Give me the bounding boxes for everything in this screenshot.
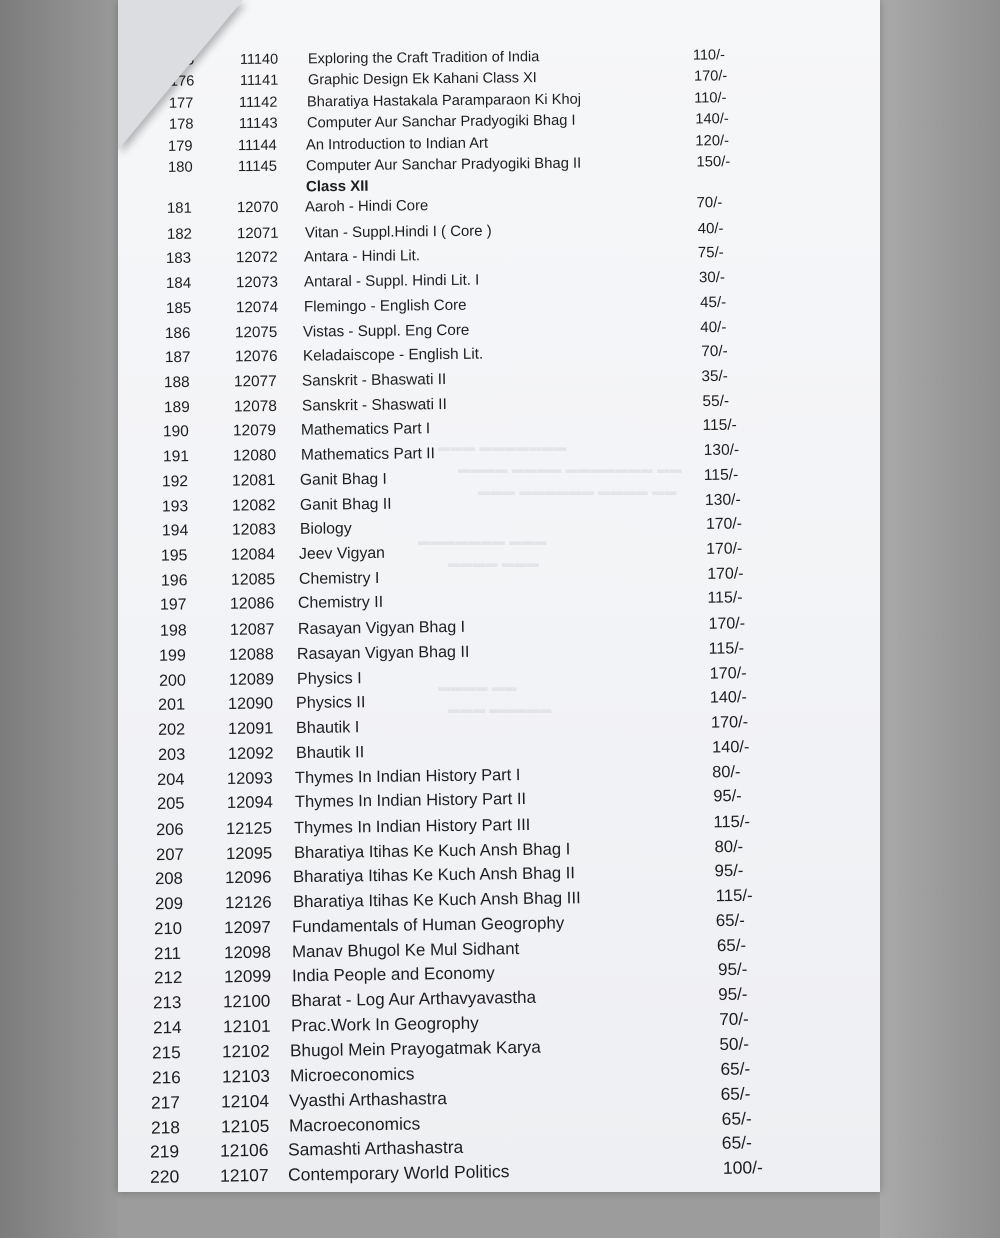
serial-number: 198	[159, 621, 187, 640]
book-code: 12090	[228, 694, 274, 714]
book-price: 80/-	[714, 836, 744, 856]
book-code: 12091	[227, 719, 274, 739]
book-code: 12079	[233, 422, 277, 440]
serial-number: 192	[162, 473, 189, 491]
serial-number: 195	[160, 547, 188, 565]
serial-number: 182	[166, 225, 192, 243]
book-price: 30/-	[698, 269, 726, 287]
book-price: 115/-	[704, 466, 739, 484]
serial-number: 201	[158, 695, 186, 715]
table-row	[164, 368, 728, 396]
book-code: 12081	[232, 471, 276, 490]
serial-number: 197	[160, 596, 187, 615]
book-title: Ganit Bhag I	[300, 470, 388, 489]
serial-number: 219	[150, 1141, 180, 1162]
serial-number: 183	[166, 250, 192, 268]
book-title: Chemistry I	[298, 569, 380, 588]
book-price: 115/-	[702, 417, 738, 435]
serial-number: 185	[165, 299, 191, 317]
serial-number: 214	[152, 1017, 182, 1038]
book-title: Biology	[299, 520, 352, 539]
book-price: 140/-	[711, 737, 750, 757]
book-code: 11140	[239, 51, 279, 68]
serial-number: 215	[152, 1042, 182, 1063]
serial-number: 181	[167, 200, 193, 217]
book-code: 12126	[224, 892, 272, 913]
book-price: 110/-	[694, 90, 727, 107]
book-price: 70/-	[700, 343, 728, 361]
book-code: 12087	[229, 620, 275, 640]
book-title: Antara - Hindi Lit.	[304, 247, 421, 266]
book-title: Prac.Work In Geogrophy	[290, 1013, 479, 1036]
serial-number: 212	[153, 968, 182, 988]
book-code: 12101	[222, 1016, 271, 1037]
book-code: 12086	[230, 595, 275, 614]
book-price: 55/-	[702, 392, 729, 410]
book-price: 110/-	[692, 47, 726, 64]
book-price: 45/-	[699, 293, 726, 312]
book-code: 11144	[238, 137, 278, 154]
table-row	[167, 220, 724, 248]
book-code: 12100	[222, 991, 271, 1012]
book-code: 11143	[238, 115, 278, 133]
book-code: 12102	[222, 1041, 271, 1062]
serial-number: 189	[163, 398, 190, 416]
serial-number: 218	[150, 1116, 181, 1138]
serial-number: 210	[154, 918, 183, 939]
book-code: 12083	[231, 521, 276, 540]
serial-number: 207	[155, 844, 184, 864]
serial-number: 190	[163, 423, 190, 441]
book-title: Rasayan Vigyan Bhag II	[297, 642, 470, 663]
book-title: Bhautik I	[295, 718, 360, 738]
book-price: 100/-	[722, 1157, 763, 1178]
table-row	[165, 343, 728, 371]
background-bottom	[118, 1192, 880, 1238]
book-title: Keladaiscope - English Lit.	[302, 345, 484, 365]
book-title: Ganit Bhag II	[299, 495, 392, 514]
book-price: 80/-	[712, 762, 741, 781]
book-title: Contemporary World Politics	[287, 1161, 510, 1185]
book-price: 50/-	[719, 1033, 750, 1055]
book-code: 12089	[228, 669, 274, 689]
book-code: 12085	[230, 570, 275, 589]
book-code: 12074	[235, 298, 278, 317]
serial-number: 220	[149, 1166, 180, 1187]
book-price: 70/-	[718, 1009, 749, 1029]
book-title: Jeev Vigyan	[298, 544, 386, 563]
book-code: 12103	[221, 1065, 270, 1087]
book-title: Physics I	[296, 668, 362, 688]
book-title: Bharatiya Itihas Ke Kuch Ansh Bhag I	[293, 838, 571, 862]
serial-number: 196	[160, 572, 188, 590]
book-price: 95/-	[718, 984, 748, 1005]
show-through-text: ▬▬▬▬▬▬▬ ▬▬▬	[418, 534, 547, 548]
price-list-page	[118, 0, 880, 1192]
table-row	[166, 269, 725, 297]
book-price: 95/-	[712, 787, 742, 806]
book-code: 12104	[221, 1090, 270, 1112]
table-row	[167, 195, 723, 223]
book-code: 12096	[225, 867, 272, 888]
table-row	[168, 154, 731, 182]
book-code: 12097	[224, 917, 272, 938]
book-title: Physics II	[296, 693, 366, 713]
book-code: 12078	[233, 397, 277, 416]
show-through-text: ▬▬▬ ▬▬▬▬▬▬ ▬▬▬▬ ▬▬	[478, 484, 678, 498]
serial-number: 205	[156, 794, 185, 814]
book-price: 170/-	[709, 663, 747, 683]
book-title: Flemingo - English Core	[303, 296, 467, 316]
book-code: 12125	[226, 818, 273, 839]
show-through-text: ▬▬▬▬ ▬▬▬▬ ▬▬▬▬▬▬▬ ▬▬	[458, 462, 683, 476]
book-code: 12080	[232, 447, 277, 465]
serial-number: 216	[151, 1067, 181, 1088]
book-price: 170/-	[708, 614, 745, 633]
serial-number: 187	[164, 349, 191, 367]
book-code: 12075	[235, 323, 278, 341]
book-code: 11142	[239, 94, 278, 111]
book-title: Rasayan Vigyan Bhag I	[297, 618, 465, 639]
book-price: 35/-	[701, 367, 729, 386]
book-title: Sanskrit - Bhaswati II	[302, 371, 447, 390]
book-code: 12107	[219, 1164, 269, 1186]
serial-number: 177	[169, 95, 194, 112]
table-row	[161, 516, 741, 545]
book-price: 70/-	[696, 195, 723, 212]
book-code: 12095	[225, 843, 273, 863]
book-code: 11141	[239, 73, 278, 90]
book-price: 130/-	[704, 491, 741, 509]
book-title: Computer Aur Sanchar Pradyogiki Bhag I	[306, 112, 576, 132]
book-price: 170/-	[706, 540, 743, 558]
serial-number: 179	[168, 138, 193, 155]
serial-number: 204	[156, 770, 185, 789]
book-title: Manav Bhugol Ke Mul Sidhant	[291, 938, 520, 961]
book-code: 12092	[227, 744, 274, 763]
serial-number: 199	[159, 646, 187, 665]
book-price: 115/-	[715, 885, 753, 906]
serial-number: 191	[162, 448, 189, 466]
book-code: 12106	[220, 1140, 270, 1161]
book-title: Vitan - Suppl.Hindi I ( Core )	[304, 222, 492, 242]
book-price: 95/-	[714, 861, 744, 881]
table-row	[166, 244, 724, 272]
serial-number: 206	[156, 819, 184, 840]
background-right	[880, 0, 1000, 1238]
serial-number: 217	[151, 1091, 181, 1113]
book-price: 115/-	[707, 589, 743, 608]
book-code: 12077	[234, 372, 278, 391]
book-code: 11145	[237, 158, 277, 176]
book-price: 40/-	[697, 219, 724, 238]
book-title: Graphic Design Ek Kahani Class XI	[307, 70, 537, 89]
book-price: 140/-	[710, 688, 748, 707]
book-price: 115/-	[713, 811, 751, 832]
show-through-text: ▬▬▬▬ ▬▬	[438, 680, 517, 694]
table-row	[163, 417, 737, 446]
book-title: Thymes In Indian History Part II	[294, 790, 526, 812]
book-code: 12093	[226, 768, 273, 788]
book-code: 12073	[235, 273, 279, 292]
serial-number: 194	[161, 522, 188, 540]
book-title: Mathematics Part II	[300, 445, 435, 464]
serial-number: 178	[168, 116, 194, 133]
serial-number: 186	[165, 324, 191, 342]
book-title: An Introduction to Indian Art	[306, 135, 489, 154]
table-row	[163, 442, 739, 471]
book-code: 12088	[229, 645, 275, 664]
table-row	[159, 639, 744, 669]
serial-number: 176	[169, 73, 194, 91]
book-title: Fundamentals of Human Geogrophy	[292, 913, 565, 937]
book-price: 120/-	[695, 132, 730, 150]
show-through-text: ▬▬▬▬ ▬▬▬	[448, 556, 540, 570]
book-code: 12105	[220, 1115, 270, 1137]
table-row	[165, 294, 725, 322]
book-code: 12072	[236, 249, 279, 267]
book-title: Bharatiya Itihas Ke Kuch Ansh Bhag III	[292, 888, 581, 912]
show-through-text: ▬▬▬ ▬▬▬▬▬	[448, 702, 552, 716]
book-title: Bhugol Mein Prayogatmak Karya	[290, 1037, 542, 1061]
book-title: Chemistry II	[298, 594, 384, 613]
book-title: Samashti Arthashastra	[288, 1137, 464, 1160]
book-price: 40/-	[700, 318, 727, 336]
book-price: 65/-	[720, 1083, 751, 1104]
serial-number: 200	[158, 671, 186, 690]
section-heading-class-xii: Class XII	[305, 177, 369, 196]
serial-number: 208	[155, 869, 184, 889]
book-price: 65/-	[716, 910, 746, 930]
serial-number: 202	[157, 720, 186, 739]
book-title: India People and Economy	[291, 963, 495, 986]
book-price: 115/-	[708, 639, 745, 658]
book-price: 170/-	[693, 68, 727, 86]
book-price: 65/-	[716, 935, 747, 955]
book-title: Vistas - Suppl. Eng Core	[302, 321, 470, 341]
show-through-text: ▬▬▬ ▬▬▬▬▬▬▬	[438, 440, 567, 454]
table-row	[165, 318, 727, 346]
book-price: 170/-	[705, 515, 742, 534]
book-title: Exploring the Craft Tradition of India	[307, 49, 540, 68]
table-row	[161, 540, 743, 569]
book-title: Computer Aur Sanchar Pradyogiki Bhag II	[305, 155, 582, 175]
book-title: Bharatiya Hastakala Paramparaon Ki Khoj	[307, 91, 582, 111]
book-price: 140/-	[694, 111, 729, 128]
book-title: Microeconomics	[289, 1063, 415, 1086]
serial-number: 188	[164, 373, 190, 392]
folded-corner	[118, 0, 243, 150]
book-price: 130/-	[703, 441, 740, 460]
serial-number: 184	[165, 274, 192, 293]
book-code: 12094	[226, 793, 273, 813]
book-price: 65/-	[720, 1058, 751, 1080]
book-title: Bharat - Log Aur Arthavyavastha	[290, 987, 537, 1011]
book-code: 12070	[237, 199, 279, 217]
book-title: Macroeconomics	[288, 1113, 421, 1136]
book-title: Thymes In Indian History Part I	[294, 765, 521, 787]
book-code: 12082	[231, 496, 276, 515]
serial-number: 209	[154, 893, 183, 914]
book-title: Mathematics Part I	[301, 420, 431, 440]
book-price: 170/-	[706, 565, 744, 583]
book-price: 65/-	[721, 1107, 752, 1129]
serial-number: 213	[152, 992, 182, 1013]
book-list	[118, 0, 880, 1192]
book-title: Aaroh - Hindi Core	[305, 198, 429, 216]
book-code: 12099	[223, 966, 271, 987]
serial-number: 203	[157, 745, 185, 764]
book-price: 65/-	[722, 1132, 753, 1154]
serial-number: 175	[169, 52, 195, 69]
background-left	[0, 0, 118, 1238]
book-title: Bharatiya Itihas Ke Kuch Ansh Bhag II	[293, 863, 576, 887]
book-code: 12076	[234, 348, 278, 366]
book-price: 170/-	[710, 713, 749, 732]
table-row	[162, 466, 739, 495]
book-title: Bhautik II	[295, 742, 364, 762]
book-code: 12084	[230, 546, 276, 564]
book-price: 95/-	[717, 959, 747, 980]
book-title: Sanskrit - Shaswati II	[301, 395, 447, 415]
serial-number: 180	[167, 159, 193, 176]
table-row	[164, 392, 729, 420]
book-title: Vyasthi Arthashastra	[289, 1087, 448, 1111]
book-price: 75/-	[698, 244, 725, 262]
serial-number: 193	[161, 497, 189, 516]
serial-number: 211	[153, 943, 182, 963]
book-title: Thymes In Indian History Part III	[294, 814, 531, 838]
book-code: 12071	[236, 224, 279, 242]
book-code: 12098	[223, 942, 272, 962]
book-price: 150/-	[696, 154, 731, 171]
book-title: Antaral - Suppl. Hindi Lit. I	[303, 271, 480, 291]
